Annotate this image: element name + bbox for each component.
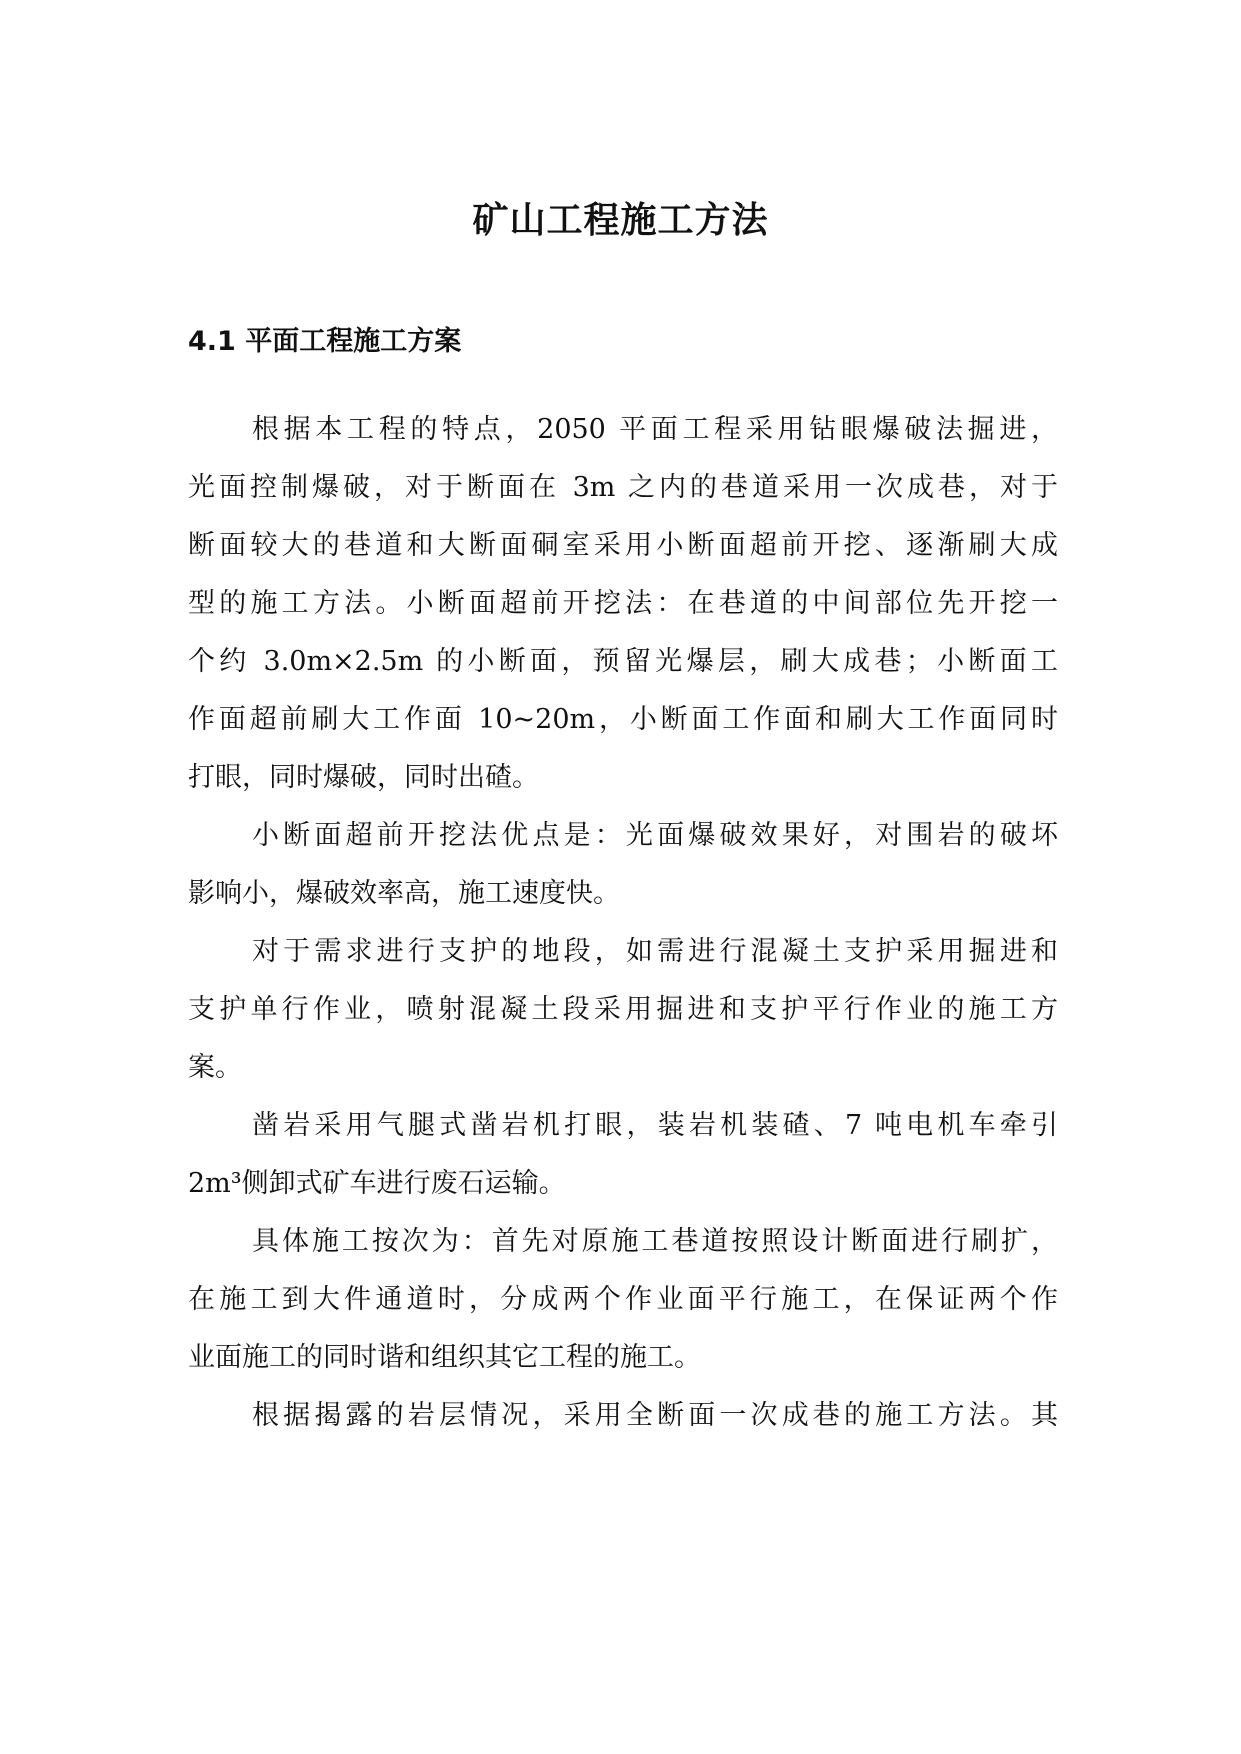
section-heading: 4.1 平面工程施工方案 bbox=[188, 326, 462, 357]
paragraph-line: 案。 bbox=[188, 1052, 242, 1083]
paragraph-line: 2m³侧卸式矿车进行废石运输。 bbox=[188, 1168, 566, 1199]
paragraph-line: 作面超前刷大工作面 10~20m，小断面工作面和刷大工作面同时 bbox=[188, 704, 1058, 735]
paragraph-line: 在施工到大件通道时，分成两个作业面平行施工，在保证两个作 bbox=[188, 1284, 1058, 1315]
paragraph-line: 光面控制爆破，对于断面在 3m 之内的巷道采用一次成巷，对于 bbox=[188, 472, 1058, 503]
document-title: 矿山工程施工方法 bbox=[472, 199, 769, 241]
paragraph-line: 对于需求进行支护的地段，如需进行混凝土支护采用掘进和 bbox=[252, 936, 1058, 967]
paragraph-line: 个约 3.0m×2.5m 的小断面，预留光爆层，刷大成巷；小断面工 bbox=[188, 646, 1058, 677]
paragraph-line: 根据本工程的特点，2050 平面工程采用钻眼爆破法掘进， bbox=[252, 414, 1058, 445]
paragraph-line: 支护单行作业，喷射混凝土段采用掘进和支护平行作业的施工方 bbox=[188, 994, 1058, 1025]
paragraph-line: 凿岩采用气腿式凿岩机打眼，装岩机装碴、7 吨电机车牵引 bbox=[252, 1110, 1058, 1141]
paragraph-line: 业面施工的同时谐和组织其它工程的施工。 bbox=[188, 1342, 701, 1373]
paragraph-line: 具体施工按次为：首先对原施工巷道按照设计断面进行刷扩， bbox=[252, 1226, 1058, 1257]
paragraph-line: 打眼，同时爆破，同时出碴。 bbox=[188, 762, 539, 793]
paragraph-line: 小断面超前开挖法优点是：光面爆破效果好，对围岩的破坏 bbox=[252, 820, 1058, 851]
paragraph-line: 影响小，爆破效率高，施工速度快。 bbox=[188, 878, 620, 909]
paragraph-line: 断面较大的巷道和大断面硐室采用小断面超前开挖、逐渐刷大成 bbox=[188, 530, 1058, 561]
paragraph-line: 根据揭露的岩层情况，采用全断面一次成巷的施工方法。其 bbox=[252, 1400, 1058, 1431]
paragraph-line: 型的施工方法。小断面超前开挖法：在巷道的中间部位先开挖一 bbox=[188, 588, 1058, 619]
